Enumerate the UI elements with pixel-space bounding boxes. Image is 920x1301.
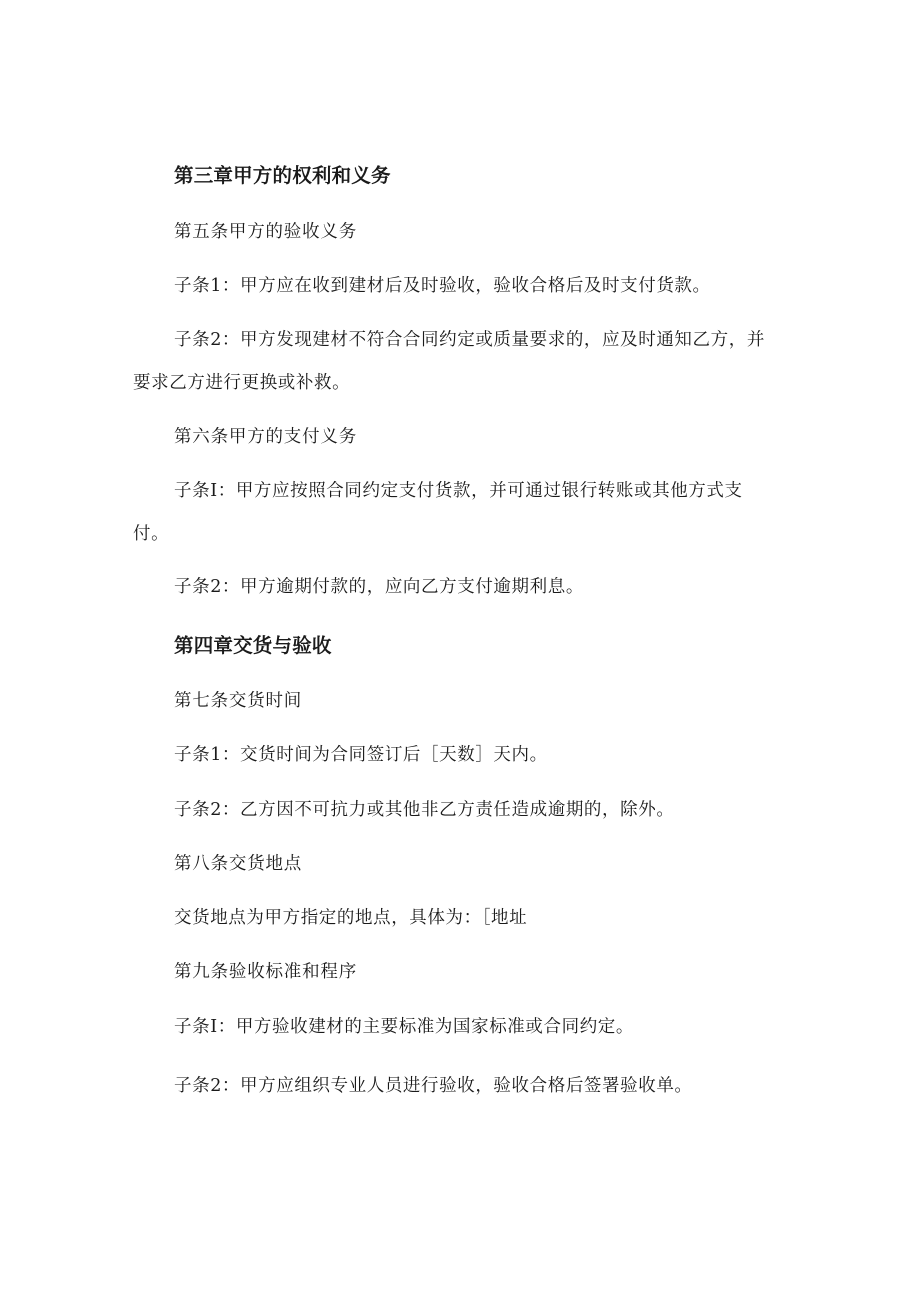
article-5-clause-1: 子条1：甲方应在收到建材后及时验收，验收合格后及时支付货款。 [174,276,711,296]
article-6-clause-2: 子条2：甲方逾期付款的，应向乙方支付逾期利息。 [174,577,584,597]
article-5-heading: 第五条甲方的验收义务 [174,222,357,242]
article-9-clause-2: 子条2：甲方应组织专业人员进行验收，验收合格后签署验收单。 [174,1076,693,1096]
article-9-clause-1: 子条I：甲方验收建材的主要标准为国家标准或合同约定。 [174,1017,635,1037]
chapter-3-heading: 第三章甲方的权利和义务 [174,164,391,187]
article-8-text: 交货地点为甲方指定的地点，具体为：［地址 [174,908,528,928]
article-7-heading: 第七条交货时间 [174,691,303,711]
article-6-clause-1-line-1: 子条I：甲方应按照合同约定支付货款，并可通过银行转账或其他方式支 [174,481,743,501]
article-5-clause-2-line-1: 子条2：甲方发现建材不符合合同约定或质量要求的，应及时通知乙方，并 [174,330,765,350]
article-8-heading: 第八条交货地点 [174,854,303,874]
article-9-heading: 第九条验收标准和程序 [174,962,357,982]
article-5-clause-2-line-2: 要求乙方进行更换或补救。 [133,373,351,393]
article-6-heading: 第六条甲方的支付义务 [174,427,357,447]
article-7-clause-2: 子条2：乙方因不可抗力或其他非乙方责任造成逾期的，除外。 [174,800,675,820]
article-6-clause-1-line-2: 付。 [133,524,170,544]
chapter-4-heading: 第四章交货与验收 [174,634,332,657]
article-7-clause-1: 子条1：交货时间为合同签订后［天数］天内。 [174,745,548,765]
